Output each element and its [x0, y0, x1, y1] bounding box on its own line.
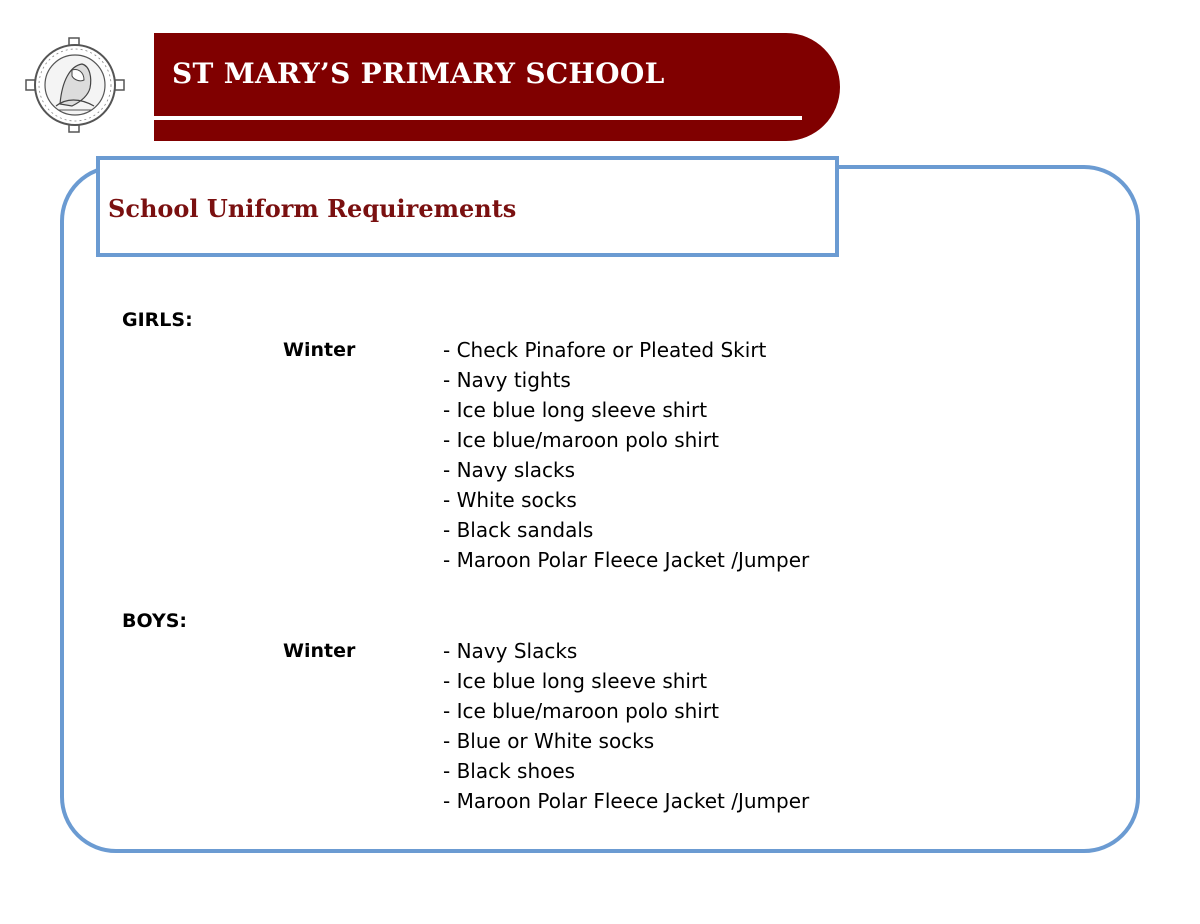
boys-item-list	[443, 636, 809, 816]
banner-divider	[154, 116, 802, 120]
list-item: - White socks	[443, 488, 577, 512]
list-item: - Maroon Polar Fleece Jacket /Jumper	[443, 789, 810, 813]
list-item: - Ice blue/maroon polo shirt	[443, 428, 719, 452]
list-item: - Black shoes	[443, 759, 576, 783]
list-item: - Ice blue long sleeve shirt	[443, 398, 708, 422]
season-label: Winter	[283, 339, 356, 361]
list-item: - Maroon Polar Fleece Jacket /Jumper	[443, 548, 810, 572]
list-item: - Blue or White socks	[443, 729, 655, 753]
list-item: - Check Pinafore or Pleated Skirt	[443, 338, 767, 362]
girls-item-list	[443, 335, 809, 575]
school-name: ST MARY’S PRIMARY SCHOOL	[172, 57, 665, 90]
school-crest-logo	[20, 36, 130, 134]
list-item: - Navy slacks	[443, 458, 576, 482]
list-item: - Navy tights	[443, 368, 571, 392]
header-banner	[154, 33, 840, 141]
list-item: - Black sandals	[443, 518, 594, 542]
list-item: - Ice blue/maroon polo shirt	[443, 699, 719, 723]
group-label-girls: GIRLS:	[122, 309, 193, 331]
section-title: School Uniform Requirements	[108, 194, 517, 223]
list-item: - Navy Slacks	[443, 639, 578, 663]
section-heading-box	[96, 156, 839, 257]
season-label: Winter	[283, 640, 356, 662]
group-label-boys: BOYS:	[122, 610, 187, 632]
list-item: - Ice blue long sleeve shirt	[443, 669, 708, 693]
